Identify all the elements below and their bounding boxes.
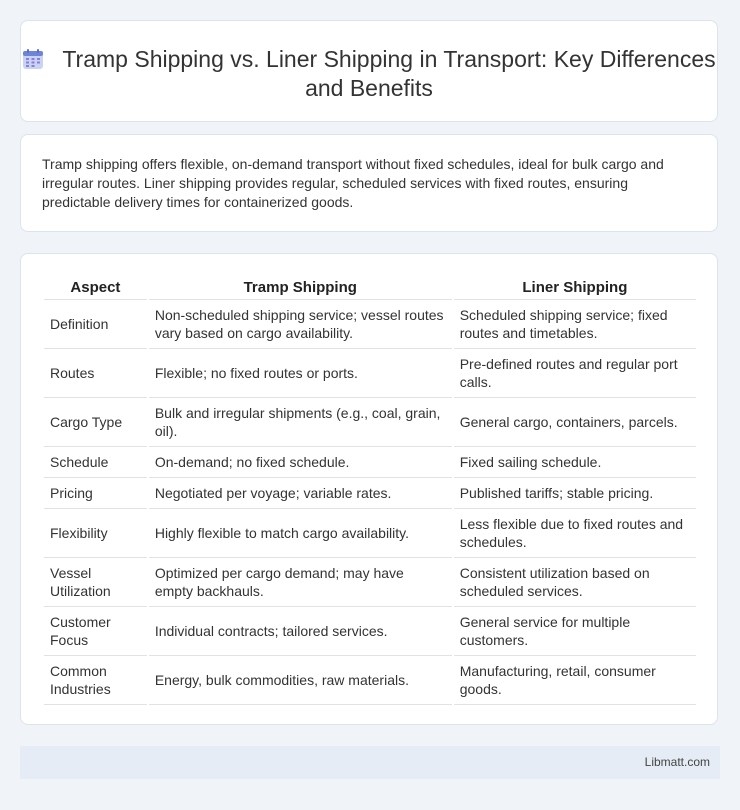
page-title	[21, 45, 717, 103]
comparison-card	[20, 253, 718, 725]
tramp-cell: Negotiated per voyage; variable rates.	[149, 478, 452, 509]
column-header-liner: Liner Shipping	[454, 276, 696, 300]
table-row	[44, 656, 696, 705]
table-row	[44, 349, 696, 398]
intro-card	[20, 134, 718, 232]
table-row	[44, 300, 696, 349]
page-title-text: Tramp Shipping vs. Liner Shipping in Transport: Key Differences and Benefits	[62, 46, 716, 101]
tramp-cell: Optimized per cargo demand; may have empty backhauls.	[149, 558, 452, 607]
liner-cell: Scheduled shipping service; fixed routes and timetables.	[454, 300, 696, 349]
intro-paragraph: Tramp shipping offers flexible, on-demand transport without fixed schedules, ideal for bulk cargo and irregular routes. Liner shipping provides regular, scheduled services with fixed routes, ensuring predictable delivery times for containerized goods.	[42, 156, 664, 210]
table-row	[44, 509, 696, 558]
aspect-cell: Cargo Type	[44, 398, 147, 447]
calendar-icon	[22, 48, 44, 70]
aspect-cell: Vessel Utilization	[44, 558, 147, 607]
comparison-table	[42, 276, 698, 705]
liner-cell: Published tariffs; stable pricing.	[454, 478, 696, 509]
footer	[20, 746, 720, 779]
aspect-cell: Definition	[44, 300, 147, 349]
tramp-cell: Individual contracts; tailored services.	[149, 607, 452, 656]
table-row	[44, 478, 696, 509]
aspect-cell: Pricing	[44, 478, 147, 509]
aspect-cell: Flexibility	[44, 509, 147, 558]
table-row	[44, 447, 696, 478]
tramp-cell: Bulk and irregular shipments (e.g., coal, grain, oil).	[149, 398, 452, 447]
tramp-cell: Energy, bulk commodities, raw materials.	[149, 656, 452, 705]
liner-cell: Pre-defined routes and regular port calls.	[454, 349, 696, 398]
liner-cell: Fixed sailing schedule.	[454, 447, 696, 478]
table-row	[44, 607, 696, 656]
table-row	[44, 398, 696, 447]
table-row	[44, 558, 696, 607]
aspect-cell: Customer Focus	[44, 607, 147, 656]
aspect-cell: Common Industries	[44, 656, 147, 705]
tramp-cell: Non-scheduled shipping service; vessel routes vary based on cargo availability.	[149, 300, 452, 349]
tramp-cell: Flexible; no fixed routes or ports.	[149, 349, 452, 398]
tramp-cell: Highly flexible to match cargo availability.	[149, 509, 452, 558]
footer-site-link[interactable]: Libmatt.com	[644, 755, 710, 769]
liner-cell: General cargo, containers, parcels.	[454, 398, 696, 447]
tramp-cell: On-demand; no fixed schedule.	[149, 447, 452, 478]
column-header-aspect: Aspect	[44, 276, 147, 300]
aspect-cell: Routes	[44, 349, 147, 398]
table-header-row	[44, 276, 696, 300]
column-header-tramp: Tramp Shipping	[149, 276, 452, 300]
liner-cell: Manufacturing, retail, consumer goods.	[454, 656, 696, 705]
aspect-cell: Schedule	[44, 447, 147, 478]
liner-cell: Less flexible due to fixed routes and schedules.	[454, 509, 696, 558]
liner-cell: General service for multiple customers.	[454, 607, 696, 656]
liner-cell: Consistent utilization based on scheduled services.	[454, 558, 696, 607]
title-card	[20, 20, 718, 122]
